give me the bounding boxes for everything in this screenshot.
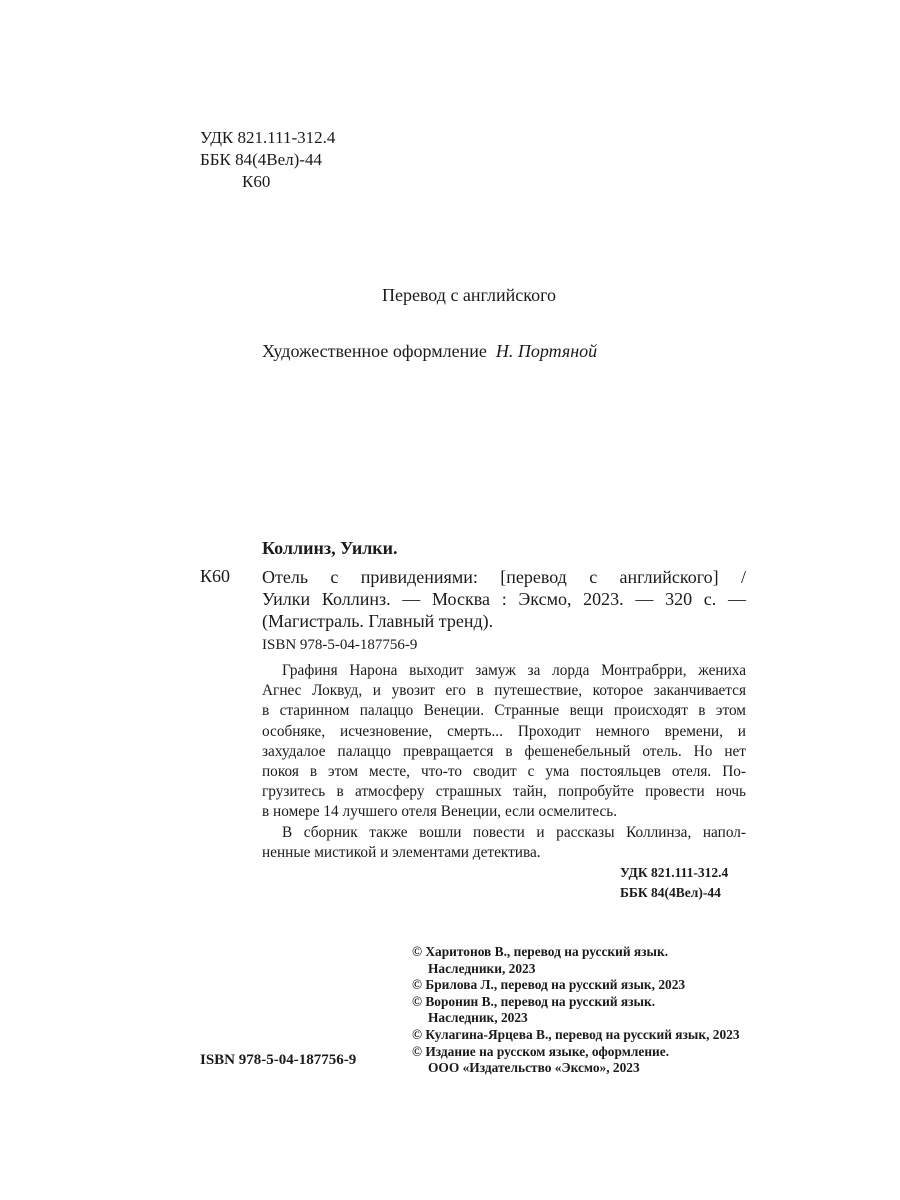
annotation-line: в старинном палаццо Венеции. Странные вещи происходят в этом <box>262 702 746 720</box>
copyright-line: © Воронин В., перевод на русский язык. <box>412 993 656 1009</box>
annotation-line: В сборник также вошли повести и рассказы Коллинза, напол- <box>282 823 746 841</box>
copyright-line: © Кулагина-Ярцева В., перевод на русский язык, 2023 <box>412 1026 740 1042</box>
udk-code: УДК 821.111-312.4 <box>200 128 336 147</box>
annotation-line: Графиня Нарона выходит замуж за лорда Монтрабрри, жениха <box>282 662 746 679</box>
bibliographic-description <box>262 566 746 632</box>
main-isbn: ISBN 978-5-04-187756-9 <box>200 1052 357 1068</box>
annotation-line: особняке, исчезновение, смерть... Проходит немного времени, и <box>262 722 746 740</box>
bbk-code: ББК 84(4Вел)-44 <box>200 150 322 169</box>
record-author-sign: К60 <box>200 566 231 586</box>
annotation-line: в номере 14 лучшего отеля Венеции, если осмелитесь. <box>262 803 618 821</box>
copyright-line: Наследник, 2023 <box>428 1010 528 1026</box>
record-author: Коллинз, Уилки. <box>262 538 398 558</box>
design-artist: Н. Портяной <box>495 341 598 361</box>
copyright-block <box>412 944 740 1077</box>
copyright-line: ООО «Издательство «Эксмо», 2023 <box>428 1060 640 1076</box>
design-credit <box>262 341 597 362</box>
annotation-line: захудалое палаццо превращается в фешенебельный отель. Но нет <box>262 742 746 760</box>
biblio-line: Отель с привидениями: [перевод с английского] / <box>262 567 746 587</box>
udk-code-bottom: УДК 821.111-312.4 <box>620 865 729 880</box>
copyright-line: © Брилова Л., перевод на русский язык, 2023 <box>412 977 686 993</box>
annotation-line: грузитесь в атмосферу страшных тайн, попробуйте провести ночь <box>262 783 746 801</box>
annotation <box>262 661 746 863</box>
annotation-line: Агнес Локвуд, и увозит его в путешествие, которое заканчивается <box>262 682 746 700</box>
annotation-line: покоя в этом месте, что-то сводит с ума постояльцев отеля. По- <box>262 763 746 781</box>
bottom-classification-codes <box>620 863 728 903</box>
copyright-line: © Издание на русском языке, оформление. <box>412 1043 670 1059</box>
record-isbn: ISBN 978-5-04-187756-9 <box>262 637 418 653</box>
translation-note: Перевод с английского <box>381 285 557 305</box>
copyright-line: © Харитонов В., перевод на русский язык. <box>412 944 669 959</box>
biblio-line: (Магистраль. Главный тренд). <box>262 611 494 631</box>
top-classification-codes <box>200 127 335 193</box>
bbk-code-bottom: ББК 84(4Вел)-44 <box>620 885 721 900</box>
author-sign: К60 <box>242 172 271 191</box>
design-label: Художественное оформление <box>262 341 487 361</box>
annotation-line: ненные мистикой и элементами детектива. <box>262 843 541 861</box>
biblio-line: Уилки Коллинз. — Москва : Эксмо, 2023. — 320 с. — <box>262 589 746 609</box>
copyright-line: Наследники, 2023 <box>428 960 536 976</box>
